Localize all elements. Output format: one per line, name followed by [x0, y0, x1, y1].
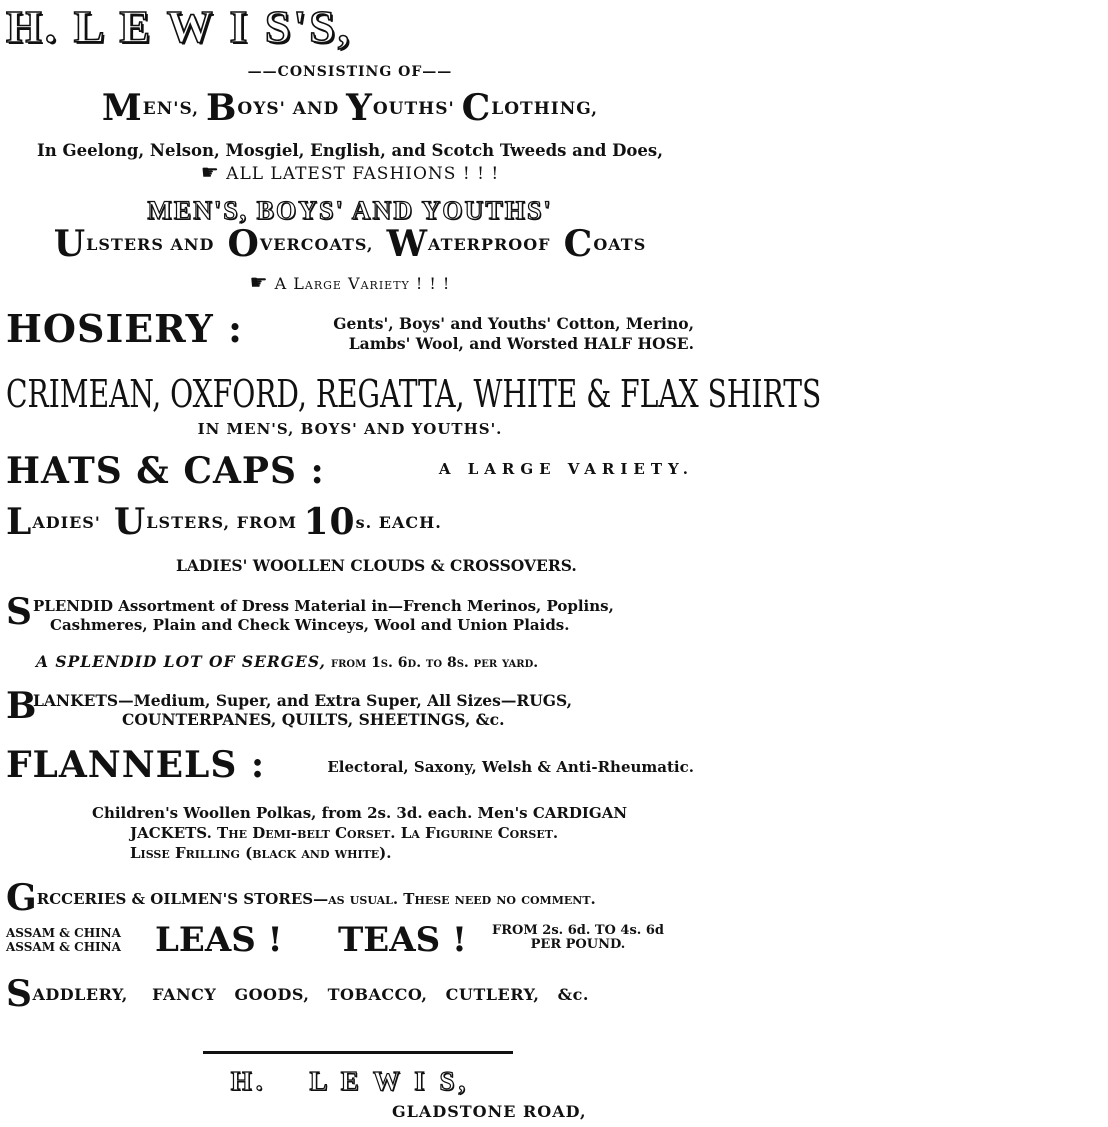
- hosiery-line-2: Lambs' Wool, and Worsted HALF HOSE.: [348, 334, 694, 353]
- page-title: H. L E W I S'S,: [6, 1, 353, 52]
- pointing-hand-icon: ☛: [200, 160, 220, 184]
- ulsters-word-waterproof: ATERPROOF: [428, 235, 551, 254]
- variety-line: [0, 270, 700, 294]
- ulsters-initial-o: O: [227, 223, 260, 265]
- serges-line: [36, 652, 696, 671]
- saddlery-text: ADDLERY, FANCY GOODS, TOBACCO, CUTLERY, &c.: [32, 985, 589, 1004]
- ulsters-line: [0, 223, 700, 265]
- children-line-1: Children's Woollen Polkas, from 2s. 3d. each. Men's CARDIGAN: [92, 804, 628, 822]
- clothing-initial-m: M: [101, 87, 143, 129]
- hosiery-line-1: Gents', Boys' and Youths' Cotton, Merino,: [333, 314, 694, 333]
- fashions-line: [0, 160, 700, 184]
- shirts-subline: IN MEN'S, BOYS' AND YOUTHS'.: [197, 420, 503, 438]
- shirts-text: CRIMEAN, OXFORD, REGATTA, WHITE & FLAX SHIRTS: [6, 372, 822, 416]
- hats-variety: A LARGE VARIETY.: [438, 460, 694, 478]
- clouds-line: LADIES' WOOLLEN CLOUDS & CROSSOVERS.: [176, 556, 577, 575]
- footer-address: GLADSTONE ROAD,: [392, 1102, 587, 1121]
- ulsters-heading: MEN'S, BOYS' AND YOUTHS': [147, 196, 553, 225]
- clothing-word-youths: OUTHS': [372, 99, 455, 119]
- clothing-word-clothing: LOTHING,: [491, 99, 599, 119]
- divider-rule: [203, 1051, 513, 1054]
- children-line-3: Lisse Frilling (black and white).: [130, 844, 392, 862]
- ulsters-word-ulsters: LSTERS AND: [86, 235, 215, 254]
- clothing-word-boys: OYS' AND: [237, 99, 340, 119]
- teas-left-1: ASSAM & CHINA: [6, 926, 121, 940]
- children-line-2: JACKETS. The Demi-belt Corset. La Figurine Corset.: [130, 824, 559, 842]
- ulsters-initial-w: W: [386, 223, 429, 265]
- ulsters-initial-c: C: [563, 223, 594, 265]
- ladies-word: ADIES': [32, 513, 101, 532]
- footer-name: H. L E W I S,: [230, 1066, 470, 1096]
- splendid-line-1: PLENDID Assortment of Dress Material in—French Merinos, Poplins,: [33, 597, 614, 615]
- hosiery-title: HOSIERY :: [6, 306, 243, 351]
- serges-main: A SPLENDID LOT OF SERGES,: [36, 652, 326, 671]
- teas-price-1: FROM 2s. 6d. TO 4s. 6d: [492, 923, 664, 938]
- blankets-line-2: COUNTERPANES, QUILTS, SHEETINGS, &c.: [122, 710, 505, 729]
- teas-word-1: LEAS !: [155, 920, 283, 960]
- ladies-ulsters-word: LSTERS, FROM: [146, 513, 297, 532]
- grocery-initial-g: G: [6, 877, 37, 919]
- ladies-price: 10: [303, 501, 356, 543]
- variety-text: A Large Variety ! ! !: [274, 274, 451, 293]
- flannels-desc: Electoral, Saxony, Welsh & Anti-Rheumatic.: [327, 758, 694, 776]
- blankets-line-1: LANKETS—Medium, Super, and Extra Super, All Sizes—RUGS,: [33, 691, 573, 710]
- saddlery-line: [6, 973, 706, 1015]
- ulsters-word-coats: OATS: [593, 235, 647, 254]
- serges-price: from 1s. 6d. to 8s. per yard.: [331, 655, 539, 671]
- ladies-each: EACH.: [378, 513, 442, 532]
- flannels-title: FLANNELS :: [6, 744, 266, 786]
- splendid-initial-s: S: [6, 591, 32, 633]
- blankets-initial-b: B: [6, 685, 37, 727]
- consisting-of-line: ——CONSISTING OF——: [247, 64, 453, 80]
- fashions-text: ALL LATEST FASHIONS ! ! !: [226, 164, 500, 184]
- clothing-initial-c: C: [461, 87, 492, 129]
- grocery-line: [6, 877, 706, 919]
- teas-right-price: [492, 924, 664, 952]
- teas-left-2: ASSAM & CHINA: [6, 940, 121, 954]
- clothing-initial-b: B: [205, 87, 238, 129]
- ladies-ulsters-line: [6, 501, 706, 543]
- shirts-heading: [6, 372, 822, 416]
- clothing-heading: [0, 87, 700, 129]
- ladies-price-unit: s.: [355, 513, 373, 532]
- tweeds-line: In Geelong, Nelson, Mosgiel, English, and Scotch Tweeds and Does,: [37, 141, 663, 160]
- grocery-text: RCCERIES & OILMEN'S STORES—as usual. These need no comment.: [36, 890, 596, 908]
- ladies-initial-u: U: [113, 501, 147, 543]
- saddlery-initial-s: S: [6, 973, 33, 1015]
- ladies-initial-l: L: [6, 501, 33, 543]
- pointing-hand-icon: ☛: [249, 270, 269, 294]
- ulsters-word-overcoats: VERCOATS,: [259, 235, 374, 254]
- teas-word-2: TEAS !: [338, 920, 467, 960]
- teas-left-labels: [6, 926, 121, 954]
- clothing-initial-y: Y: [346, 87, 373, 129]
- teas-price-2: PER POUND.: [530, 937, 626, 952]
- splendid-line-2: Cashmeres, Plain and Check Winceys, Wool and Union Plaids.: [50, 616, 570, 634]
- ulsters-initial-u: U: [53, 223, 87, 265]
- clothing-word-mens: EN'S,: [142, 99, 200, 119]
- hats-title: HATS & CAPS :: [6, 450, 325, 492]
